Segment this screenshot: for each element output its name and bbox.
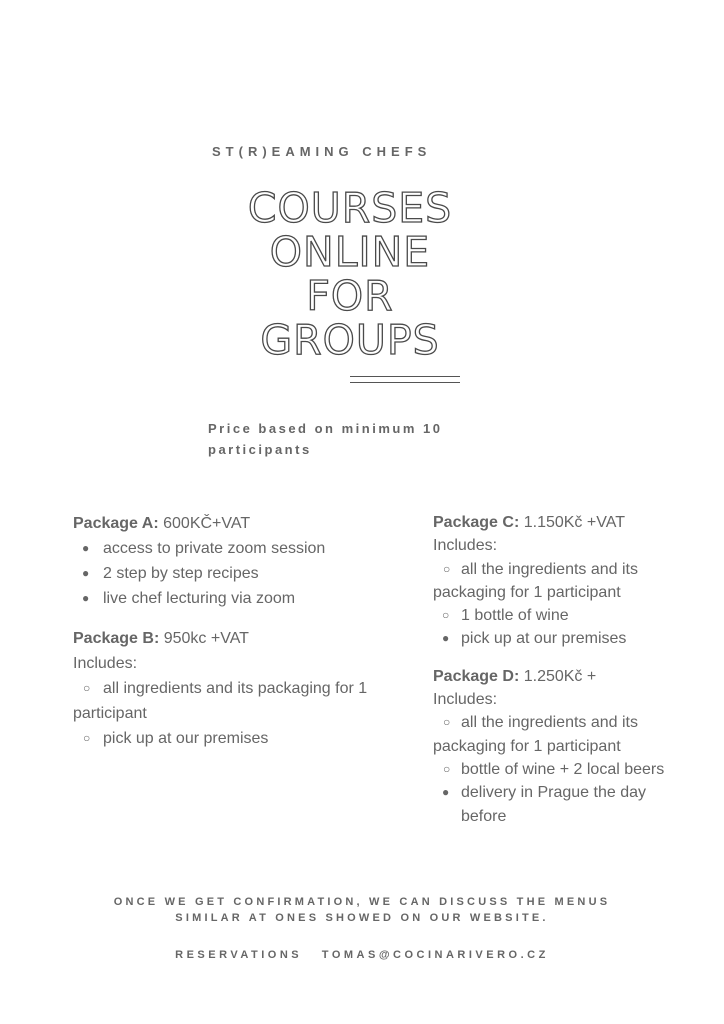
bullet-icon: ○ bbox=[443, 715, 451, 730]
package-b-title bbox=[73, 626, 373, 651]
list-item: ○ all ingredients and its packaging for 1 participant bbox=[73, 676, 373, 726]
footer-note: ONCE WE GET CONFIRMATION, WE CAN DISCUSS THE MENUS SIMILAR AT ONES SHOWED ON OUR WEBSITE. bbox=[113, 896, 611, 924]
left-column bbox=[73, 511, 373, 766]
right-column bbox=[433, 511, 678, 842]
bullet-icon: ○ bbox=[83, 681, 91, 695]
reservations-email[interactable]: TOMAS@COCINARIVERO.CZ bbox=[321, 949, 549, 961]
bullet-icon: ● bbox=[82, 566, 90, 580]
bullet-icon: ● bbox=[82, 591, 90, 605]
package-b bbox=[73, 626, 373, 751]
title-line: FOR bbox=[306, 272, 394, 320]
list-item: ○ all the ingredients and its packaging for 1 participant bbox=[433, 558, 678, 605]
package-name: Package A: bbox=[73, 515, 159, 532]
package-price: 950kc +VAT bbox=[163, 630, 249, 647]
list-item: ● live chef lecturing via zoom bbox=[73, 586, 373, 611]
package-d-items bbox=[433, 711, 678, 827]
brand-name: ST(R)EAMING CHEFS bbox=[212, 144, 432, 159]
package-d bbox=[433, 665, 678, 828]
bullet-icon: ○ bbox=[443, 761, 451, 776]
package-name: Package C: bbox=[433, 514, 520, 531]
list-item: ● pick up at our premises bbox=[433, 627, 678, 650]
list-item: ○ all the ingredients and its packaging for 1 participant bbox=[433, 711, 678, 758]
reservations-label: RESERVATIONS bbox=[175, 949, 303, 961]
list-item: ○ bottle of wine + 2 local beers bbox=[433, 758, 678, 781]
title-divider bbox=[350, 376, 460, 383]
package-c bbox=[433, 511, 678, 651]
price-note: Price based on minimum 10 participants bbox=[208, 421, 443, 457]
page-title bbox=[240, 186, 460, 362]
bullet-icon: ● bbox=[82, 541, 90, 555]
list-item: ○ pick up at our premises bbox=[73, 726, 373, 751]
title-line: COURSES bbox=[247, 184, 453, 232]
bullet-icon: ○ bbox=[83, 731, 91, 745]
title-line: GROUPS bbox=[260, 316, 440, 364]
bullet-icon: ○ bbox=[443, 561, 451, 576]
list-item: ● delivery in Prague the day before bbox=[433, 781, 678, 828]
list-item: ● 2 step by step recipes bbox=[73, 561, 373, 586]
includes-label: Includes: bbox=[73, 655, 138, 672]
package-price: 1.150Kč +VAT bbox=[523, 514, 625, 531]
list-item: ● access to private zoom session bbox=[73, 536, 373, 561]
package-a-items bbox=[73, 536, 373, 611]
reservations-line bbox=[100, 949, 624, 961]
list-item: ○ 1 bottle of wine bbox=[433, 604, 678, 627]
package-price: 1.250Kč + bbox=[523, 667, 597, 685]
bullet-icon: ● bbox=[442, 631, 450, 646]
bullet-icon: ● bbox=[442, 785, 450, 800]
includes-label: Includes: bbox=[433, 691, 498, 709]
package-price: 600KČ+VAT bbox=[163, 515, 251, 532]
package-name: Package B: bbox=[73, 630, 160, 647]
package-d-title bbox=[433, 665, 678, 688]
package-a-title bbox=[73, 511, 373, 536]
package-a bbox=[73, 511, 373, 611]
package-name: Package D: bbox=[433, 667, 520, 685]
title-line: ONLINE bbox=[269, 228, 431, 276]
bullet-icon: ○ bbox=[442, 608, 450, 623]
package-c-title bbox=[433, 511, 678, 534]
package-c-items bbox=[433, 558, 678, 651]
package-b-items bbox=[73, 676, 373, 751]
includes-label: Includes: bbox=[433, 537, 498, 555]
